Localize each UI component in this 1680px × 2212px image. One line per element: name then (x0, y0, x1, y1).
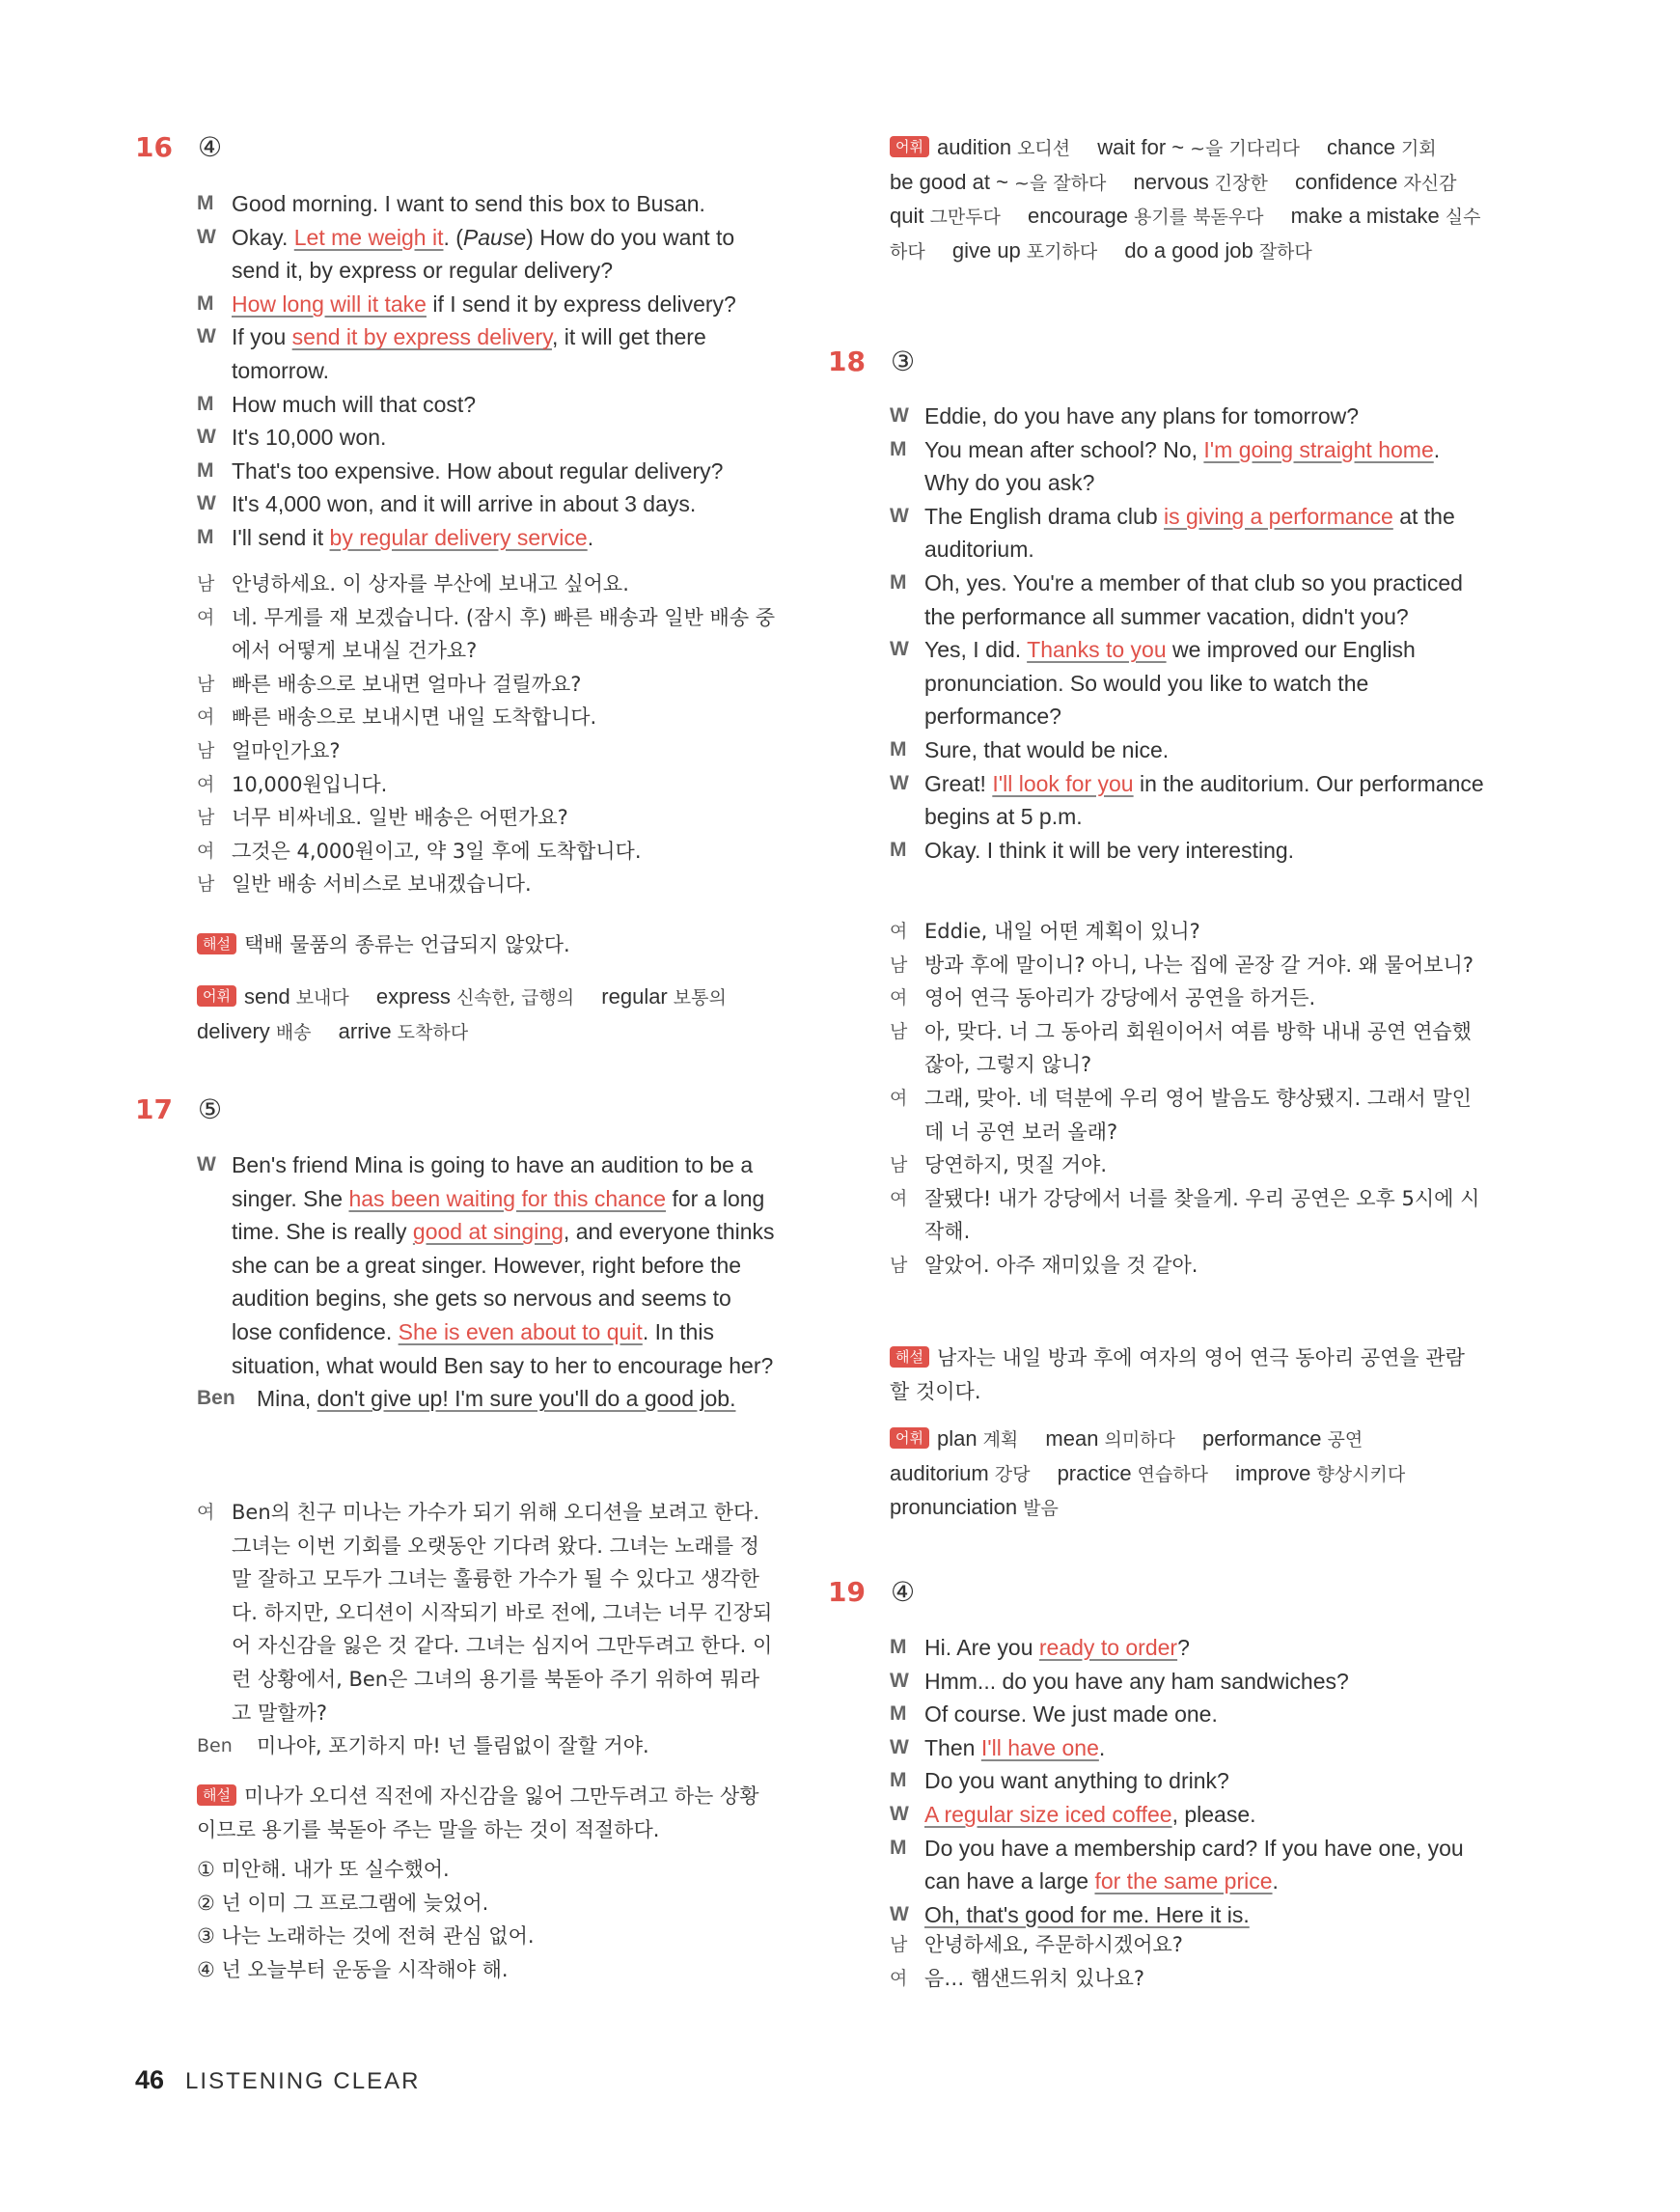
text-segment: we improved our English pronunciation. So would you like to watch the performance? (924, 637, 1416, 730)
vocab-term: regular (601, 984, 668, 1009)
speaker-label: M (197, 392, 214, 415)
q18-explanation (890, 1341, 1484, 1408)
dialogue-text (924, 400, 1484, 433)
text-segment: Yes, I did. (924, 637, 1028, 663)
translation-text: 미나야, 포기하지 마! 넌 틀림없이 잘할 거야. (257, 1734, 649, 1758)
vocab-term: do a good job (1124, 237, 1253, 263)
translation-text: 당연하지, 멋질 거야. (924, 1153, 1107, 1177)
dialogue-text (924, 433, 1484, 500)
text-segment: Then (924, 1734, 981, 1760)
vocab-meaning: ~을 잘하다 (1013, 172, 1107, 194)
highlighted-phrase: ready to order (1038, 1635, 1178, 1660)
speaker-label: 남 (890, 1154, 908, 1176)
translation-line (890, 1182, 1484, 1249)
text-segment: at the auditorium. (924, 503, 1455, 563)
explanation-badge: 해설 (197, 933, 236, 954)
dialogue-line (890, 1898, 1484, 1932)
text-segment: Mina, (257, 1386, 317, 1412)
text-segment: . (587, 524, 594, 550)
text-segment: Oh, yes. You're a member of that club so you practiced the performance all summer vacation, didn't you? (924, 569, 1463, 629)
translation-text: 10,000원입니다. (232, 772, 388, 796)
text-segment: . Why do you ask? (924, 436, 1441, 496)
dialogue-line (197, 320, 776, 387)
vocab-meaning: 계획 (982, 1429, 1019, 1451)
vocab-term: arrive (338, 1018, 392, 1043)
vocab-meaning: 보내다 (295, 987, 349, 1009)
text-segment: if I send it by express delivery? (426, 290, 736, 317)
speaker-label: 여 (197, 606, 215, 628)
speaker-label: W (890, 1735, 909, 1758)
speaker-label: W (197, 225, 216, 248)
speaker-label: 여 (890, 1187, 908, 1209)
speaker-label: M (890, 1836, 907, 1859)
text-segment: It's 4,000 won, and it will arrive in about 3 days. (232, 491, 697, 517)
translation-text: 네. 무게를 재 보겠습니다. (잠시 후) 빠른 배송과 일반 배송 중에서 어떻게 보내실 건가요? (232, 605, 776, 663)
answer-mark: ③ (891, 346, 916, 377)
translation-text: 너무 비싸네요. 일반 배송은 어떤가요? (232, 806, 568, 830)
text-segment: Good morning. I want to send this box to Busan. (232, 191, 705, 216)
speaker-label: M (890, 737, 907, 760)
vocab-meaning: 의미하다 (1104, 1429, 1175, 1451)
vocab-term: confidence (1294, 169, 1398, 194)
dialogue-text (924, 1631, 1484, 1665)
dialogue-line (890, 1798, 1484, 1832)
dialogue-text (232, 320, 776, 387)
vocab-meaning: 오디션 (1017, 138, 1071, 159)
translation-line (197, 734, 776, 768)
dialogue-text (924, 1832, 1484, 1898)
dialogue-line (197, 487, 776, 521)
highlighted-phrase: Thanks to you (1027, 637, 1167, 663)
dialogue-line (197, 521, 776, 555)
q16-explanation (197, 928, 776, 962)
vocab-term: make a mistake (1290, 204, 1440, 229)
dialogue-text (257, 1382, 776, 1416)
vocab-term: give up (951, 237, 1021, 263)
vocab-term: chance (1326, 135, 1395, 159)
vocab-meaning: 배송 (275, 1021, 312, 1043)
translation-line (197, 668, 776, 702)
vocab-term: improve (1235, 1460, 1311, 1485)
explanation-text: 미나가 오디션 직전에 자신감을 잃어 그만두려고 하는 상황이므로 용기를 북돋아 주는 말을 하는 것이 적절하다. (197, 1784, 759, 1841)
speaker-label: W (890, 1802, 909, 1825)
text-segment: ? (1177, 1635, 1190, 1660)
q16-dialogue (197, 187, 776, 555)
text-segment: Pause (462, 224, 527, 250)
dialogue-line (197, 388, 776, 422)
translation-text: 방과 후에 말이니? 아니, 나는 집에 곧장 갈 거야. 왜 물어보니? (924, 953, 1473, 977)
speaker-label: M (197, 525, 214, 548)
translation-line (890, 949, 1484, 982)
vocab-term: express (375, 984, 451, 1009)
translation-text: 얼마인가요? (232, 738, 341, 762)
vocab-meaning: 그만두다 (929, 207, 1001, 229)
text-segment: Hmm... do you have any ham sandwiches? (924, 1668, 1349, 1694)
translation-line (197, 801, 776, 835)
dialogue-line (890, 567, 1484, 633)
speaker-label: 여 (890, 1087, 908, 1109)
option: ② 넌 이미 그 프로그램에 늦었어. (197, 1891, 489, 1915)
translation-text: 일반 배송 서비스로 보내겠습니다. (232, 872, 532, 897)
text-segment: That's too expensive. How about regular delivery? (232, 457, 724, 484)
speaker-label: 남 (197, 739, 215, 761)
dialogue-text (232, 221, 776, 288)
answer-mark: ④ (891, 1576, 916, 1608)
translation-text: 알았어. 아주 재미있을 것 같아. (924, 1253, 1198, 1277)
translation-text: 빠른 배송으로 보내시면 내일 도착합니다. (232, 705, 597, 730)
translation-line (197, 601, 776, 668)
q17-explanation (197, 1780, 776, 1846)
question-18-header (828, 346, 915, 377)
vocab-meaning: 공연 (1327, 1429, 1363, 1451)
highlighted-phrase: is giving a performance (1164, 503, 1393, 529)
question-number: 18 (828, 346, 866, 377)
dialogue-line (890, 767, 1484, 834)
translation-line (890, 1148, 1484, 1182)
q17-translation (197, 1496, 776, 1763)
text-segment: Do you want anything to drink? (924, 1768, 1229, 1794)
answer-mark: ⑤ (198, 1093, 223, 1125)
dialogue-text (232, 187, 776, 221)
dialogue-text (232, 421, 776, 455)
text-segment: If you (232, 324, 292, 350)
option: ③ 나는 노래하는 것에 전혀 관심 없어. (197, 1924, 535, 1949)
translation-line (890, 1015, 1484, 1082)
q18-translation (890, 915, 1484, 1283)
translation-text: Ben의 친구 미나는 가수가 되기 위해 오디션을 보려고 한다. 그녀는 이번 기회를 오랫동안 기다려 왔다. 그녀는 노래를 정말 잘하고 모두가 그녀는 훌륭한 가수가 될 수 있다고 생각한다. 하지만, 오디션이 시작되기 바로 전에, 그녀는 너무 긴장되어 자신감을 잃은 것 같다. 그녀는 심지어 그만두려고 한다. 이런 상황에서, Ben은 그녀의 용기를 북돋아 주기 위하여 뭐라고 말할까? (232, 1501, 773, 1725)
speaker-label: W (197, 1153, 216, 1175)
vocab-meaning: 신속한, 급행의 (455, 987, 575, 1009)
text-segment: You mean after school? No, (924, 436, 1204, 462)
q19-translation (890, 1928, 1484, 1995)
translation-line (197, 1496, 776, 1729)
speaker-label: M (890, 1702, 907, 1726)
dialogue-text (924, 1665, 1484, 1699)
vocab-meaning: 향상시키다 (1316, 1463, 1406, 1485)
page-footer (135, 2065, 420, 2095)
dialogue-text (924, 567, 1484, 633)
q18-vocab (890, 1423, 1484, 1526)
highlighted-phrase: for the same price (1094, 1868, 1273, 1894)
highlighted-phrase: I'm going straight home (1203, 436, 1434, 462)
dialogue-text (232, 455, 776, 488)
vocab-badge: 어휘 (890, 1427, 929, 1449)
text-segment: , it will get there tomorrow. (232, 324, 706, 383)
speaker-label: 여 (890, 1967, 908, 1989)
explanation-badge: 해설 (197, 1784, 236, 1806)
vocab-term: performance (1202, 1426, 1322, 1451)
translation-line (197, 567, 776, 601)
dialogue-text (232, 288, 776, 321)
speaker-label: 남 (197, 673, 215, 695)
translation-line (197, 701, 776, 734)
vocab-term: be good at ~ (890, 169, 1008, 194)
speaker-label: Ben (197, 1387, 235, 1410)
text-segment: , please. (1171, 1801, 1256, 1827)
translation-line (890, 1249, 1484, 1283)
dialogue-line (197, 421, 776, 455)
dialogue-line (890, 1764, 1484, 1798)
translation-line (890, 1082, 1484, 1148)
dialogue-line (197, 1148, 776, 1382)
text-segment: Ben's friend Mina is going to have an audition to be a singer. She (232, 1152, 754, 1211)
speaker-label: M (197, 458, 214, 482)
speaker-label: W (890, 404, 909, 427)
speaker-label: M (197, 291, 214, 315)
translation-text: 그것은 4,000원이고, 약 3일 후에 도착합니다. (232, 839, 642, 863)
dialogue-text (924, 1731, 1484, 1765)
dialogue-text (232, 388, 776, 422)
text-segment: . (1098, 1734, 1106, 1760)
text-segment: for a long time. She is really (232, 1185, 765, 1245)
speaker-label: 남 (890, 1254, 908, 1276)
text-segment: Hi. Are you (924, 1635, 1039, 1660)
option: ① 미안해. 내가 또 실수했어. (197, 1858, 450, 1881)
vocab-term: mean (1045, 1426, 1099, 1451)
vocab-term: audition (936, 135, 1012, 159)
question-19-header (828, 1576, 915, 1608)
dialogue-line (197, 221, 776, 288)
vocab-meaning: 포기하다 (1026, 240, 1098, 263)
speaker-label: 여 (197, 840, 215, 862)
dialogue-text (924, 767, 1484, 834)
translation-text: 안녕하세요, 주문하시겠어요? (924, 1933, 1183, 1956)
dialogue-line (197, 187, 776, 221)
q18-dialogue (890, 400, 1484, 867)
vocab-meaning: 자신감 (1403, 172, 1457, 194)
highlighted-phrase: send it by express delivery (291, 324, 552, 350)
vocab-term: nervous (1133, 169, 1209, 194)
text-segment: It's 10,000 won. (232, 425, 387, 451)
speaker-label: 남 (197, 873, 215, 896)
text-segment: Okay. I think it will be very interesting. (924, 837, 1295, 863)
speaker-label: 남 (890, 1020, 908, 1042)
question-17-header (135, 1093, 222, 1125)
text-segment: I'll send it (232, 524, 330, 550)
vocab-badge: 어휘 (890, 136, 929, 157)
vocab-meaning: 강당 (994, 1463, 1031, 1485)
translation-text: 안녕하세요. 이 상자를 부산에 보내고 싶어요. (232, 572, 629, 595)
translation-line (890, 1962, 1484, 1996)
vocab-meaning: 도착하다 (397, 1021, 469, 1043)
vocab-term: plan (936, 1426, 978, 1451)
translation-line (197, 1729, 776, 1763)
vocab-term: encourage (1028, 204, 1129, 229)
text-segment: Great! (924, 770, 993, 796)
vocab-meaning: 발음 (1023, 1498, 1059, 1520)
book-title: LISTENING CLEAR (185, 2068, 421, 2094)
dialogue-text (924, 1698, 1484, 1731)
dialogue-line (197, 455, 776, 488)
dialogue-line (890, 433, 1484, 500)
vocab-term: pronunciation (890, 1495, 1018, 1520)
text-segment: . In this situation, what would Ben say to her to encourage her? (232, 1318, 774, 1378)
speaker-label: 여 (197, 706, 215, 729)
highlighted-phrase: I'll look for you (992, 770, 1134, 796)
text-segment: , and everyone thinks she can be a great singer. However, right before the audition begins, she gets so nervous and seems to lose confidence. (232, 1219, 775, 1344)
speaker-label: 남 (890, 1934, 908, 1955)
speaker-label: M (890, 1636, 907, 1658)
vocab-term: auditorium (890, 1460, 989, 1485)
vocab-term: practice (1057, 1460, 1132, 1485)
vocab-term: send (243, 984, 290, 1009)
dialogue-line (197, 288, 776, 321)
speaker-label: 여 (890, 987, 908, 1009)
speaker-label: 여 (890, 921, 908, 942)
translation-line (890, 1928, 1484, 1962)
dialogue-text (232, 521, 776, 555)
translation-text: Eddie, 내일 어떤 계획이 있니? (924, 920, 1200, 943)
dialogue-text (924, 733, 1484, 767)
q17-options (197, 1853, 776, 1986)
text-segment: Of course. We just made one. (924, 1701, 1218, 1728)
dialogue-line (890, 834, 1484, 868)
question-number: 19 (828, 1576, 866, 1608)
highlighted-phrase: A regular size iced coffee (924, 1801, 1172, 1827)
dialogue-text (924, 500, 1484, 567)
translation-text: 그래, 맞아. 네 덕분에 우리 영어 발음도 향상됐지. 그래서 말인데 너 공연 보러 올래? (924, 1086, 1472, 1144)
speaker-label: W (197, 325, 216, 348)
q17-vocab (890, 131, 1484, 268)
speaker-label: M (890, 437, 907, 460)
question-number: 16 (135, 131, 173, 163)
vocab-badge: 어휘 (197, 985, 236, 1007)
dialogue-text (924, 1764, 1484, 1798)
text-segment: ) How do you want to send it, by express or regular delivery? (232, 224, 735, 284)
highlighted-phrase: Let me weigh it (293, 224, 444, 250)
speaker-label: W (890, 771, 909, 794)
text-segment: Do you have a membership card? If you have one, you can have a large (924, 1835, 1464, 1894)
highlighted-phrase: good at singing (412, 1219, 564, 1245)
speaker-label: 여 (197, 773, 215, 795)
speaker-label: Ben (197, 1735, 233, 1757)
speaker-label: 남 (197, 573, 215, 594)
vocab-term: quit (890, 204, 924, 229)
speaker-label: M (890, 1769, 907, 1792)
dialogue-line (890, 1832, 1484, 1898)
translation-text: 영어 연극 동아리가 강당에서 공연을 하거든. (924, 986, 1316, 1010)
translation-line (890, 915, 1484, 949)
dialogue-line (890, 1731, 1484, 1765)
dialogue-text (924, 1898, 1484, 1932)
q19-dialogue (890, 1631, 1484, 1931)
speaker-label: W (197, 426, 216, 449)
speaker-label: M (890, 570, 907, 594)
speaker-label: W (890, 504, 909, 527)
highlighted-phrase: I'll have one (980, 1734, 1099, 1760)
speaker-label: 여 (197, 1502, 215, 1523)
speaker-label: W (890, 1902, 909, 1925)
translation-text: 아, 맞다. 너 그 동아리 회원이어서 여름 방학 내내 공연 연습했잖아, 그렇지 않니? (924, 1019, 1472, 1077)
highlighted-phrase: How long will it take (232, 290, 427, 317)
dialogue-line (890, 733, 1484, 767)
highlighted-phrase: She is even about to quit (398, 1318, 643, 1344)
q17-dialogue (197, 1148, 776, 1416)
dialogue-line (197, 1382, 776, 1416)
dialogue-line (890, 633, 1484, 733)
vocab-term: delivery (197, 1018, 270, 1043)
speaker-label: M (197, 192, 214, 214)
text-segment: Eddie, do you have any plans for tomorrow? (924, 403, 1360, 429)
translation-line (890, 982, 1484, 1015)
page-number: 46 (135, 2065, 165, 2094)
explanation-text: 택배 물품의 종류는 언급되지 않았다. (243, 933, 570, 956)
text-segment: . (1272, 1868, 1279, 1894)
dialogue-line (890, 400, 1484, 433)
translation-text: 빠른 배송으로 보내면 얼마나 걸릴까요? (232, 672, 582, 696)
dialogue-text (924, 633, 1484, 733)
answer-mark: ④ (198, 131, 223, 163)
highlighted-phrase: by regular delivery service (329, 524, 588, 550)
vocab-meaning: 실수하다 (890, 207, 1481, 263)
vocab-meaning: 긴장한 (1214, 172, 1268, 194)
text-segment: How much will that cost? (232, 391, 477, 417)
explanation-badge: 해설 (890, 1346, 929, 1368)
dialogue-text (924, 1798, 1484, 1832)
answer-phrase: Oh, that's good for me. Here it is. (924, 1901, 1250, 1927)
speaker-label: 남 (197, 807, 215, 829)
speaker-label: M (890, 838, 907, 861)
vocab-meaning: 잘하다 (1258, 240, 1312, 263)
dialogue-text (924, 834, 1484, 868)
dialogue-text (232, 1148, 776, 1382)
answer-phrase: don't give up! I'm sure you'll do a good job. (317, 1386, 736, 1412)
explanation-text: 남자는 내일 방과 후에 여자의 영어 연극 동아리 공연을 관람할 것이다. (890, 1346, 1465, 1403)
text-segment: in the auditorium. Our performance begins at 5 p.m. (924, 770, 1484, 830)
q16-vocab (197, 981, 776, 1049)
question-number: 17 (135, 1093, 173, 1125)
speaker-label: 남 (890, 954, 908, 976)
q16-translation (197, 567, 776, 901)
speaker-label: W (197, 492, 216, 515)
translation-line (197, 868, 776, 901)
vocab-meaning: ~을 기다리다 (1190, 138, 1300, 159)
text-segment: Sure, that would be nice. (924, 736, 1170, 762)
dialogue-line (890, 1665, 1484, 1699)
dialogue-line (890, 1698, 1484, 1731)
dialogue-text (232, 487, 776, 521)
dialogue-line (890, 500, 1484, 567)
vocab-meaning: 기회 (1400, 138, 1437, 159)
translation-text: 음… 햄샌드위치 있나요? (924, 1966, 1145, 1990)
speaker-label: W (890, 1669, 909, 1692)
question-16-header (135, 131, 222, 163)
text-segment: . ( (443, 224, 463, 250)
option: ④ 넌 오늘부터 운동을 시작해야 해. (197, 1957, 509, 1981)
highlighted-phrase: has been waiting for this chance (348, 1185, 667, 1211)
translation-text: 잘됐다! 내가 강당에서 너를 찾을게. 우리 공연은 오후 5시에 시작해. (924, 1186, 1480, 1244)
text-segment: Okay. (232, 224, 294, 250)
translation-line (197, 768, 776, 802)
vocab-meaning: 연습하다 (1137, 1463, 1209, 1485)
vocab-meaning: 용기를 북돋우다 (1134, 207, 1264, 229)
speaker-label: W (890, 638, 909, 661)
dialogue-line (890, 1631, 1484, 1665)
vocab-meaning: 보통의 (673, 987, 727, 1009)
translation-line (197, 835, 776, 869)
vocab-term: wait for ~ (1097, 135, 1185, 159)
text-segment: The English drama club (924, 503, 1165, 529)
